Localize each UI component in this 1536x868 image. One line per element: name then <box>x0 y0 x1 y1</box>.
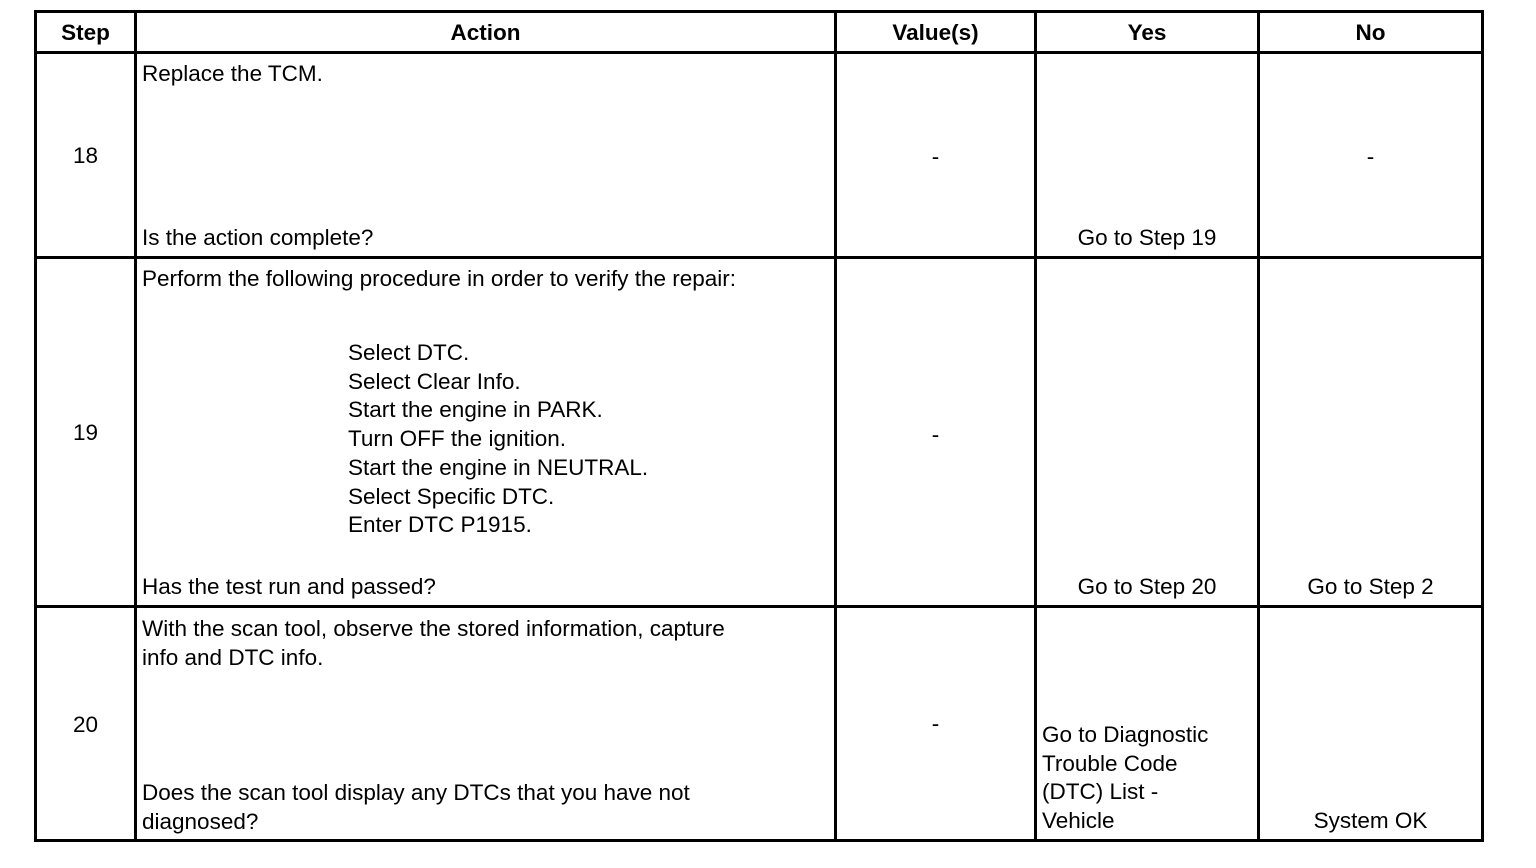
diagnostic-table <box>34 10 1484 842</box>
yes-cell: Go to Step 19 <box>1077 225 1217 250</box>
header-no: No <box>1355 20 1386 45</box>
list-item: Enter DTC P1915. <box>348 512 532 538</box>
header-values: Value(s) <box>892 20 979 45</box>
yes-cell: Go to Step 20 <box>1077 574 1217 599</box>
no-cell: System OK <box>1313 808 1428 833</box>
value-cell: - <box>931 422 940 447</box>
header-step: Step <box>61 20 110 45</box>
header-yes: Yes <box>1127 20 1167 45</box>
no-cell: Go to Step 2 <box>1307 574 1434 599</box>
step-number: 20 <box>72 712 99 737</box>
action-question: Has the test run and passed? <box>142 574 436 599</box>
list-item: Select Specific DTC. <box>348 483 555 509</box>
value-cell: - <box>931 711 940 736</box>
action-line: info and DTC info. <box>142 644 324 670</box>
action-instruction <box>142 615 725 672</box>
list-item: Start the engine in NEUTRAL. <box>348 454 649 480</box>
step-number: 18 <box>72 143 99 168</box>
action-line: With the scan tool, observe the stored information, capture <box>142 616 725 641</box>
action-intro: Perform the following procedure in order to verify the repair: <box>142 266 737 291</box>
header-action: Action <box>450 20 521 45</box>
column-divider <box>134 13 137 839</box>
question-line: diagnosed? <box>142 808 259 834</box>
row-divider <box>37 256 1481 259</box>
column-divider <box>1034 13 1037 839</box>
action-question <box>142 779 690 836</box>
list-item: Select DTC. <box>348 340 470 365</box>
step-number: 19 <box>72 420 99 445</box>
row-divider <box>37 51 1481 54</box>
yes-line: Trouble Code <box>1042 750 1178 776</box>
list-item: Start the engine in PARK. <box>348 397 603 423</box>
value-cell: - <box>931 144 940 169</box>
no-cell: - <box>1366 144 1375 169</box>
column-divider <box>1257 13 1260 839</box>
question-line: Does the scan tool display any DTCs that you have not <box>142 780 690 805</box>
procedure-list <box>348 339 648 540</box>
action-instruction <box>142 265 737 538</box>
list-item: Turn OFF the ignition. <box>348 426 567 452</box>
yes-cell <box>1042 721 1208 836</box>
yes-line: (DTC) List - <box>1042 779 1159 805</box>
action-instruction: Replace the TCM. <box>142 61 323 86</box>
list-item: Select Clear Info. <box>348 368 521 394</box>
yes-line: Vehicle <box>1042 808 1115 834</box>
row-divider <box>37 605 1481 608</box>
yes-line: Go to Diagnostic <box>1042 722 1209 747</box>
action-question: Is the action complete? <box>142 225 374 250</box>
